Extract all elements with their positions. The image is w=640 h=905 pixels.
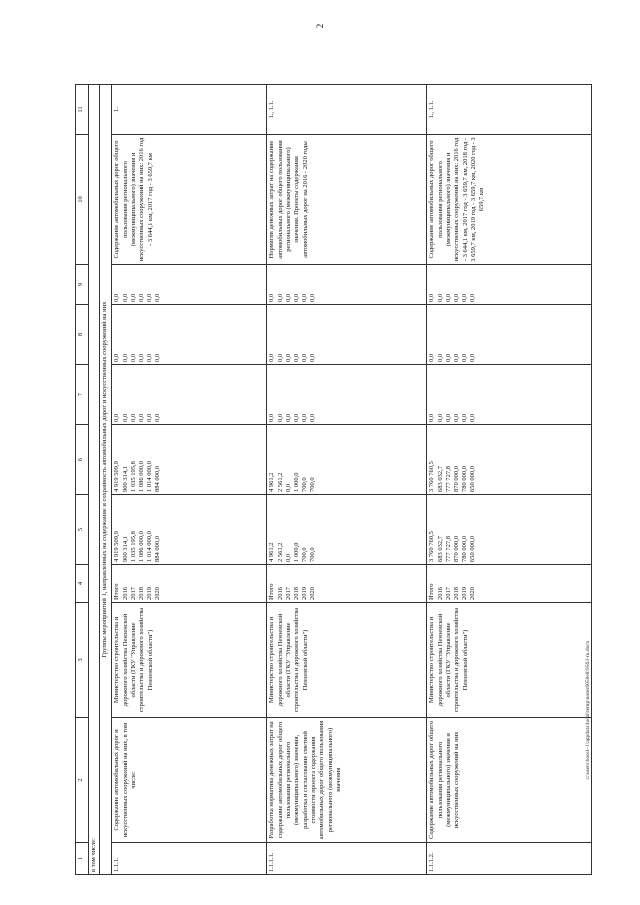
row-total-value: 884 000,0 xyxy=(154,536,162,562)
row-years-value: Итого xyxy=(268,583,276,600)
row-regional-budget-value: 2 561,2 xyxy=(276,472,284,492)
rotated-table-container xyxy=(75,85,605,875)
row-years-value: 2017 xyxy=(129,587,137,600)
group-row xyxy=(100,85,112,875)
row-code: 1.1.1.1. xyxy=(267,843,427,875)
row-other-sources-value: 0,0 xyxy=(137,293,145,302)
row-local-budget xyxy=(427,305,592,365)
col-header-3: 3 xyxy=(76,603,89,718)
row-ref: 1. xyxy=(112,85,267,135)
col-header-2: 2 xyxy=(76,718,89,843)
row-federal-budget-value: 0,0 xyxy=(129,413,137,422)
row-years-value: Итого xyxy=(113,583,121,600)
row-years xyxy=(267,565,427,603)
row-total-value: 4 961,2 xyxy=(268,542,276,562)
row-result: Содержание автомобильных дорог общего пользования регионального (межмуниципального) значения и искусственных сооружений на них: 2016 год - 3 644,1 км, 2017 год - 3 659,7 км xyxy=(112,135,267,265)
row-years-value: 2019 xyxy=(461,587,469,600)
row-other-sources-value: 0,0 xyxy=(284,293,292,302)
row-local-budget-value: 0,0 xyxy=(146,353,154,362)
row-other-sources-value: 0,0 xyxy=(268,293,276,302)
row-total-value: 780 000,0 xyxy=(461,536,469,562)
row-regional-budget-value: 1 086 000,0 xyxy=(137,461,145,492)
row-ref: 1., 1.1. xyxy=(267,85,427,135)
row-other-sources-value: 0,0 xyxy=(469,293,477,302)
row-total-value: 900 314,1 xyxy=(121,536,129,562)
row-regional-budget-value: 870 000,0 xyxy=(452,466,460,492)
row-other-sources-value: 0,0 xyxy=(309,293,317,302)
row-regional-budget-value: 700,0 xyxy=(301,477,309,492)
row-regional-budget xyxy=(427,425,592,495)
row-years-value: 2018 xyxy=(137,587,145,600)
row-other-sources-value: 0,0 xyxy=(129,293,137,302)
row-name: Содержание автомобильных дорог и искусственных сооружений на них, в том числе: xyxy=(112,718,267,843)
row-other-sources xyxy=(112,265,267,305)
row-regional-budget-value: 3 760 760,5 xyxy=(428,461,436,492)
row-name: Разработка норматива денежных затрат на содержание автомобильных дорог общего пользования регионального (межмуниципального) значения, разработка и согласование сметной стоимости проекта содержания автомобильных дорог общего пользования регионального (межмуниципального) значения xyxy=(267,718,427,843)
row-total-value: 4 919 509,9 xyxy=(113,531,121,562)
row-total xyxy=(427,495,592,565)
row-regional-budget-value: 1 000,0 xyxy=(292,472,300,492)
row-local-budget-value: 0,0 xyxy=(301,353,309,362)
row-federal-budget xyxy=(112,365,267,425)
row-regional-budget-value: 900 314,1 xyxy=(121,466,129,492)
row-other-sources-value: 0,0 xyxy=(444,293,452,302)
row-federal-budget-value: 0,0 xyxy=(444,413,452,422)
row-federal-budget-value: 0,0 xyxy=(146,413,154,422)
col-header-10: 10 xyxy=(76,135,89,265)
col-header-1: 1 xyxy=(76,843,89,875)
row-other-sources-value: 0,0 xyxy=(461,293,469,302)
row-local-budget-value: 0,0 xyxy=(428,353,436,362)
row-federal-budget-value: 0,0 xyxy=(154,413,162,422)
col-header-11: 11 xyxy=(76,85,89,135)
row-other-sources-value: 0,0 xyxy=(146,293,154,302)
row-regional-budget-value: 700,0 xyxy=(309,477,317,492)
row-federal-budget-value: 0,0 xyxy=(137,413,145,422)
row-years-value: 2016 xyxy=(436,587,444,600)
col-header-4: 4 xyxy=(76,565,89,603)
row-regional-budget-value: 683 032,7 xyxy=(436,466,444,492)
row-years-value: 2020 xyxy=(469,587,477,600)
row-federal-budget-value: 0,0 xyxy=(301,413,309,422)
row-local-budget-value: 0,0 xyxy=(444,353,452,362)
row-local-budget-value: 0,0 xyxy=(129,353,137,362)
row-total-value: 1 000,0 xyxy=(292,542,300,562)
row-other-sources-value: 0,0 xyxy=(436,293,444,302)
row-regional-budget xyxy=(112,425,267,495)
row-federal-budget-value: 0,0 xyxy=(268,413,276,422)
row-total xyxy=(112,495,267,565)
page-number: 2 xyxy=(315,23,325,29)
footer-path: c:\users\borel~1\appdata\local\temp\notes6050e8\9563-ru.docx xyxy=(585,640,591,780)
row-total-value: 777 727,8 xyxy=(444,536,452,562)
row-local-budget-value: 0,0 xyxy=(121,353,129,362)
row-other-sources-value: 0,0 xyxy=(276,293,284,302)
row-name: Содержание автомобильных дорог общего пользования регионального (межмуниципального) значения и искусственных сооружений на них xyxy=(427,718,592,843)
row-local-budget xyxy=(112,305,267,365)
row-federal-budget xyxy=(267,365,427,425)
row-years-value: 2017 xyxy=(444,587,452,600)
row-federal-budget-value: 0,0 xyxy=(284,413,292,422)
row-total-value: 0,0 xyxy=(284,553,292,562)
row-years-value: 2018 xyxy=(292,587,300,600)
row-regional-budget-value: 777 727,8 xyxy=(444,466,452,492)
row-local-budget-value: 0,0 xyxy=(452,353,460,362)
row-local-budget-value: 0,0 xyxy=(276,353,284,362)
row-regional-budget-value: 780 000,0 xyxy=(461,466,469,492)
row-regional-budget-value: 4 961,2 xyxy=(268,472,276,492)
header-row xyxy=(76,85,89,875)
row-executor: Министерство строительства и дорожного хозяйства Пензенской области (ГКУ "Управление строительства и дорожного хозяйства Пензенской области") xyxy=(112,603,267,718)
row-total-value: 3 760 760,5 xyxy=(428,531,436,562)
row-local-budget-value: 0,0 xyxy=(469,353,477,362)
row-federal-budget-value: 0,0 xyxy=(121,413,129,422)
row-years-value: 2019 xyxy=(146,587,154,600)
row-local-budget-value: 0,0 xyxy=(292,353,300,362)
program-table xyxy=(75,84,592,875)
row-years-value: 2020 xyxy=(154,587,162,600)
row-regional-budget xyxy=(267,425,427,495)
row-years xyxy=(427,565,592,603)
row-years-value: 2018 xyxy=(452,587,460,600)
row-other-sources-value: 0,0 xyxy=(301,293,309,302)
row-local-budget xyxy=(267,305,427,365)
row-years-value: 2017 xyxy=(284,587,292,600)
row-local-budget-value: 0,0 xyxy=(284,353,292,362)
row-other-sources-value: 0,0 xyxy=(452,293,460,302)
row-other-sources-value: 0,0 xyxy=(154,293,162,302)
row-result: Норматив денежных затрат на содержание автомобильных дорог общего пользования регионального (межмуниципального) значения. Проекты содержания автомобильных дорог на 2016 - 2020 годы xyxy=(267,135,427,265)
col-header-5: 5 xyxy=(76,495,89,565)
row-local-budget-value: 0,0 xyxy=(113,353,121,362)
row-local-budget-value: 0,0 xyxy=(436,353,444,362)
row-local-budget-value: 0,0 xyxy=(309,353,317,362)
intro-cell: в том числе: xyxy=(89,85,100,875)
row-other-sources-value: 0,0 xyxy=(428,293,436,302)
row-ref: 1., 1.1. xyxy=(427,85,592,135)
row-result: Содержание автомобильных дорог общего пользования регионального (межмуниципального) значения и искусственных сооружений на них: 2016 год - 3 644,1 км, 2017 год - 3 659,7 км, 2018 год - 3 659,7 км, 2019 год - 3 659,7 км, 2020 год - 3 659,7 км xyxy=(427,135,592,265)
intro-row xyxy=(89,85,100,875)
col-header-6: 6 xyxy=(76,425,89,495)
row-years-value: 2016 xyxy=(121,587,129,600)
row-years-value: 2016 xyxy=(276,587,284,600)
row-federal-budget xyxy=(427,365,592,425)
row-local-budget-value: 0,0 xyxy=(268,353,276,362)
row-years-value: 2019 xyxy=(301,587,309,600)
row-total xyxy=(267,495,427,565)
col-header-8: 8 xyxy=(76,305,89,365)
row-total-value: 683 032,7 xyxy=(436,536,444,562)
row-other-sources xyxy=(427,265,592,305)
table-row xyxy=(112,85,267,875)
row-years-value: Итого xyxy=(428,583,436,600)
row-executor: Министерство строительства и дорожного хозяйства Пензенской области (ГКУ "Управление строительства и дорожного хозяйства Пензенской области") xyxy=(267,603,427,718)
row-federal-budget-value: 0,0 xyxy=(461,413,469,422)
group-title-cell: Группы мероприятий 1, направленных на содержание и сохранность автомобильных дорог и искусственных сооружений на них xyxy=(100,85,112,875)
row-local-budget-value: 0,0 xyxy=(137,353,145,362)
row-federal-budget-value: 0,0 xyxy=(309,413,317,422)
row-federal-budget-value: 0,0 xyxy=(276,413,284,422)
row-years xyxy=(112,565,267,603)
row-local-budget-value: 0,0 xyxy=(461,353,469,362)
row-other-sources-value: 0,0 xyxy=(113,293,121,302)
row-regional-budget-value: 0,0 xyxy=(284,483,292,492)
row-total-value: 1 035 195,8 xyxy=(129,531,137,562)
row-regional-budget-value: 4 919 509,9 xyxy=(113,461,121,492)
row-regional-budget-value: 650 000,0 xyxy=(469,466,477,492)
row-total-value: 2 561,2 xyxy=(276,542,284,562)
row-total-value: 700,0 xyxy=(309,547,317,562)
row-regional-budget-value: 884 000,0 xyxy=(154,466,162,492)
row-other-sources xyxy=(267,265,427,305)
row-federal-budget-value: 0,0 xyxy=(469,413,477,422)
table-row xyxy=(267,85,427,875)
row-federal-budget-value: 0,0 xyxy=(113,413,121,422)
row-federal-budget-value: 0,0 xyxy=(436,413,444,422)
row-code: 1.1.1. xyxy=(112,843,267,875)
row-regional-budget-value: 1 014 000,0 xyxy=(146,461,154,492)
row-federal-budget-value: 0,0 xyxy=(452,413,460,422)
row-federal-budget-value: 0,0 xyxy=(292,413,300,422)
row-code: 1.1.1.2. xyxy=(427,843,592,875)
row-regional-budget-value: 1 035 195,8 xyxy=(129,461,137,492)
row-total-value: 700,0 xyxy=(301,547,309,562)
row-federal-budget-value: 0,0 xyxy=(428,413,436,422)
row-other-sources-value: 0,0 xyxy=(292,293,300,302)
row-total-value: 1 086 000,0 xyxy=(137,531,145,562)
row-other-sources-value: 0,0 xyxy=(121,293,129,302)
col-header-9: 9 xyxy=(76,265,89,305)
row-executor: Министерство строительства и дорожного хозяйства Пензенской области (ГКУ "Управление строительства и дорожного хозяйства Пензенской области") xyxy=(427,603,592,718)
table-row xyxy=(427,85,592,875)
row-total-value: 650 000,0 xyxy=(469,536,477,562)
row-local-budget-value: 0,0 xyxy=(154,353,162,362)
row-total-value: 870 000,0 xyxy=(452,536,460,562)
row-years-value: 2020 xyxy=(309,587,317,600)
col-header-7: 7 xyxy=(76,365,89,425)
row-total-value: 1 014 000,0 xyxy=(146,531,154,562)
